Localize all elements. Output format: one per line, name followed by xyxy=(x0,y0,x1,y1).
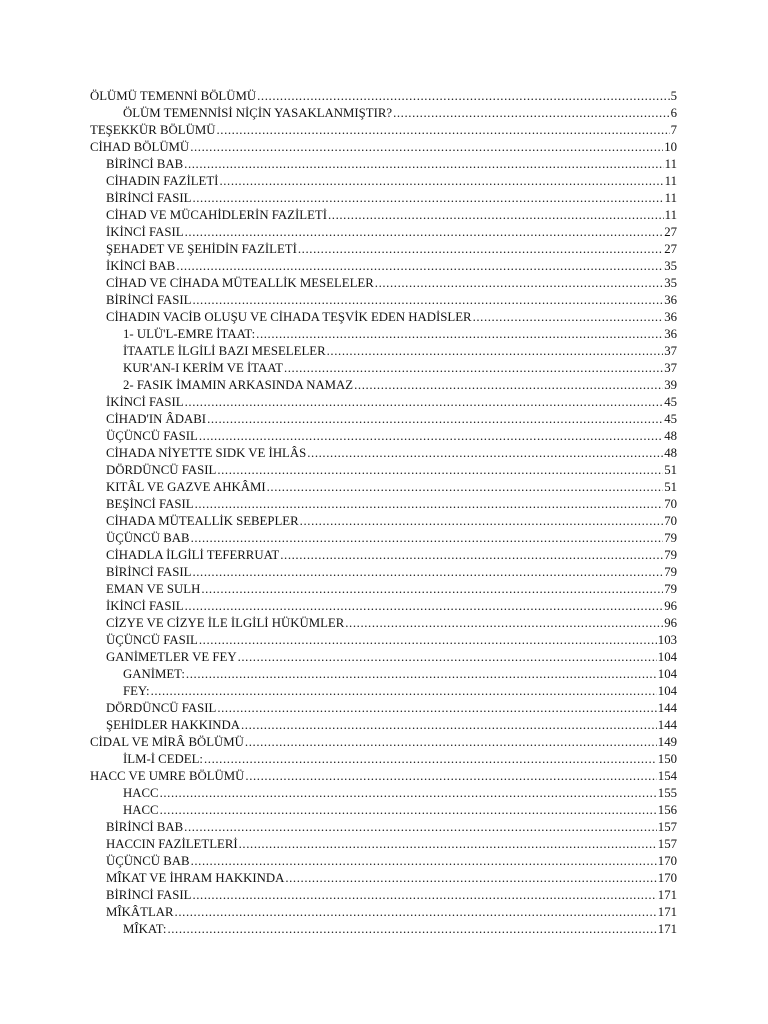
toc-entry[interactable] xyxy=(90,768,677,785)
toc-entry-page-number: 48 xyxy=(664,429,677,443)
toc-entry-page-number: 144 xyxy=(657,701,677,715)
toc-entry-page-number: 171 xyxy=(657,888,677,902)
toc-entry[interactable] xyxy=(90,394,677,411)
dot-leader xyxy=(160,802,657,819)
toc-entry-title: BEŞİNCİ FASIL xyxy=(106,497,194,511)
toc-entry-page-number: 156 xyxy=(657,803,677,817)
dot-leader xyxy=(185,394,664,411)
dot-leader xyxy=(328,207,664,224)
toc-entry[interactable] xyxy=(90,275,677,292)
toc-entry[interactable] xyxy=(90,666,677,683)
toc-entry[interactable] xyxy=(90,632,677,649)
toc-entry[interactable] xyxy=(90,309,677,326)
toc-entry[interactable] xyxy=(90,700,677,717)
dot-leader xyxy=(245,734,657,751)
toc-entry-title: CİZYE VE CİZYE İLE İLGİLİ HÜKÜMLER xyxy=(106,616,345,630)
toc-entry-page-number: 36 xyxy=(664,310,677,324)
toc-entry-page-number: 144 xyxy=(657,718,677,732)
dot-leader xyxy=(238,649,657,666)
toc-entry-page-number: 104 xyxy=(657,667,677,681)
toc-entry[interactable] xyxy=(90,649,677,666)
toc-entry-title: CİHADIN VACİB OLUŞU VE CİHADA TEŞVİK EDEN HADİSLER xyxy=(106,310,472,324)
toc-entry-title: KITÂL VE GAZVE AHKÂMI xyxy=(106,480,266,494)
toc-entry-page-number: 39 xyxy=(664,378,677,392)
dot-leader xyxy=(239,836,657,853)
dot-leader xyxy=(185,224,664,241)
toc-entry[interactable] xyxy=(90,156,677,173)
toc-entry[interactable] xyxy=(90,360,677,377)
toc-entry-title: BİRİNCİ FASIL xyxy=(106,565,192,579)
toc-entry[interactable] xyxy=(90,411,677,428)
toc-entry-title: ÖLÜMÜ TEMENNİ BÖLÜMÜ xyxy=(90,89,257,103)
toc-entry-page-number: 79 xyxy=(664,548,677,562)
toc-entry-title: ŞEHİDLER HAKKINDA xyxy=(106,718,240,732)
toc-entry-title: HACC xyxy=(123,803,159,817)
toc-entry[interactable] xyxy=(90,207,677,224)
dot-leader xyxy=(185,598,664,615)
toc-entry-page-number: 11 xyxy=(664,191,677,205)
dot-leader xyxy=(216,122,669,139)
dot-leader xyxy=(298,241,663,258)
toc-entry-title: ÖLÜM TEMENNİSİ NİÇİN YASAKLANMIŞTIR? xyxy=(123,106,393,120)
toc-entry-page-number: 70 xyxy=(664,497,677,511)
toc-entry-page-number: 155 xyxy=(657,786,677,800)
toc-entry-title: TEŞEKKÜR BÖLÜMÜ xyxy=(90,123,216,137)
dot-leader xyxy=(327,343,664,360)
toc-entry-title: BİRİNCİ BAB xyxy=(106,820,184,834)
toc-entry[interactable] xyxy=(90,258,677,275)
toc-entry-title: GANİMET: xyxy=(123,667,185,681)
dot-leader xyxy=(160,785,657,802)
toc-entry-title: İKİNCİ FASIL xyxy=(106,225,184,239)
table-of-contents xyxy=(90,88,677,938)
toc-entry-page-number: 70 xyxy=(664,514,677,528)
dot-leader xyxy=(204,751,657,768)
dot-leader xyxy=(175,904,657,921)
toc-entry[interactable] xyxy=(90,870,677,887)
toc-entry-title: CİHADIN FAZİLETİ xyxy=(106,174,219,188)
toc-entry-page-number: 48 xyxy=(664,446,677,460)
dot-leader xyxy=(375,275,663,292)
dot-leader xyxy=(256,326,663,343)
toc-entry-title: CİHAD VE MÜCAHİDLERİN FAZİLETİ xyxy=(106,208,327,222)
toc-entry[interactable] xyxy=(90,734,677,751)
dot-leader xyxy=(267,479,664,496)
dot-leader xyxy=(245,768,656,785)
dot-leader xyxy=(307,445,663,462)
toc-entry-title: İTAATLE İLGİLİ BAZI MESELELER xyxy=(123,344,326,358)
toc-entry-title: CİHADA MÜTEALLİK SEBEPLER xyxy=(106,514,299,528)
dot-leader xyxy=(151,683,657,700)
toc-entry-title: CİHADA NİYETTE SIDK VE İHLÂS xyxy=(106,446,307,460)
toc-entry-title: MÎKAT: xyxy=(123,922,167,936)
toc-entry-title: İLM-İ CEDEL: xyxy=(123,752,203,766)
toc-entry[interactable] xyxy=(90,343,677,360)
toc-entry-page-number: 35 xyxy=(664,259,677,273)
dot-leader xyxy=(300,513,664,530)
toc-entry-page-number: 11 xyxy=(664,157,677,171)
toc-entry-title: EMAN VE SULH xyxy=(106,582,201,596)
toc-entry-title: ÜÇÜNCÜ FASIL xyxy=(106,429,198,443)
toc-entry-page-number: 154 xyxy=(657,769,677,783)
toc-entry-title: CİHAD BÖLÜMÜ xyxy=(90,140,190,154)
toc-entry[interactable] xyxy=(90,921,677,938)
toc-entry-page-number: 103 xyxy=(657,633,677,647)
toc-entry-title: FEY: xyxy=(123,684,150,698)
toc-entry-title: İKİNCİ BAB xyxy=(106,259,176,273)
toc-entry-title: BİRİNCİ FASIL xyxy=(106,888,192,902)
toc-entry-page-number: 27 xyxy=(664,242,677,256)
toc-entry-page-number: 11 xyxy=(664,174,677,188)
toc-entry-page-number: 45 xyxy=(664,412,677,426)
toc-entry-page-number: 45 xyxy=(664,395,677,409)
dot-leader xyxy=(184,156,664,173)
toc-entry-page-number: 10 xyxy=(664,140,677,154)
toc-entry-page-number: 79 xyxy=(664,565,677,579)
toc-entry-title: CİHAD VE CİHADA MÜTEALLİK MESELELER xyxy=(106,276,374,290)
toc-entry[interactable] xyxy=(90,122,677,139)
toc-entry-title: MÎKAT VE İHRAM HAKKINDA xyxy=(106,871,285,885)
toc-entry[interactable] xyxy=(90,785,677,802)
toc-entry-title: CİHADLA İLGİLİ TEFERRUAT xyxy=(106,548,280,562)
toc-entry-page-number: 79 xyxy=(664,582,677,596)
toc-entry-page-number: 5 xyxy=(670,89,677,103)
dot-leader xyxy=(176,258,663,275)
toc-entry[interactable] xyxy=(90,683,677,700)
toc-entry[interactable] xyxy=(90,853,677,870)
dot-leader xyxy=(217,700,656,717)
toc-entry[interactable] xyxy=(90,88,677,105)
toc-entry-page-number: 104 xyxy=(657,684,677,698)
toc-entry-title: BİRİNCİ BAB xyxy=(106,157,184,171)
toc-entry-title: CİHAD'IN ÂDABI xyxy=(106,412,207,426)
dot-leader xyxy=(354,377,663,394)
toc-entry-page-number: 157 xyxy=(657,820,677,834)
toc-entry-page-number: 96 xyxy=(664,616,677,630)
dot-leader xyxy=(186,666,657,683)
toc-entry-page-number: 7 xyxy=(670,123,677,137)
toc-entry[interactable] xyxy=(90,173,677,190)
dot-leader xyxy=(184,819,657,836)
toc-entry-title: BİRİNCİ FASIL xyxy=(106,191,192,205)
dot-leader xyxy=(257,88,669,105)
toc-entry[interactable] xyxy=(90,496,677,513)
toc-entry[interactable] xyxy=(90,241,677,258)
toc-entry-page-number: 36 xyxy=(664,327,677,341)
toc-entry-page-number: 157 xyxy=(657,837,677,851)
toc-entry-title: KUR'AN-I KERİM VE İTAAT xyxy=(123,361,283,375)
toc-entry[interactable] xyxy=(90,717,677,734)
dot-leader xyxy=(280,547,663,564)
dot-leader xyxy=(285,870,656,887)
dot-leader xyxy=(217,462,663,479)
toc-entry-page-number: 96 xyxy=(664,599,677,613)
dot-leader xyxy=(473,309,664,326)
dot-leader xyxy=(201,581,663,598)
toc-entry-page-number: 37 xyxy=(664,361,677,375)
dot-leader xyxy=(192,292,663,309)
toc-entry-page-number: 35 xyxy=(664,276,677,290)
toc-entry[interactable] xyxy=(90,513,677,530)
toc-entry-page-number: 37 xyxy=(664,344,677,358)
toc-entry[interactable] xyxy=(90,802,677,819)
dot-leader xyxy=(167,921,656,938)
toc-entry-title: DÖRDÜNCÜ FASIL xyxy=(106,701,217,715)
toc-entry-page-number: 171 xyxy=(657,922,677,936)
toc-entry-title: GANİMETLER VE FEY xyxy=(106,650,237,664)
toc-entry-title: 2- FASIK İMAMIN ARKASINDA NAMAZ xyxy=(123,378,354,392)
toc-entry[interactable] xyxy=(90,292,677,309)
toc-entry-title: CİDAL VE MİRÂ BÖLÜMÜ xyxy=(90,735,244,749)
toc-entry-page-number: 170 xyxy=(657,871,677,885)
toc-entry[interactable] xyxy=(90,190,677,207)
toc-entry-title: İKİNCİ FASIL xyxy=(106,395,184,409)
toc-entry[interactable] xyxy=(90,462,677,479)
toc-entry-title: 1- ULÜ'L-EMRE İTAAT: xyxy=(123,327,256,341)
dot-leader xyxy=(284,360,663,377)
toc-entry-page-number: 51 xyxy=(664,480,677,494)
toc-entry-title: DÖRDÜNCÜ FASIL xyxy=(106,463,217,477)
dot-leader xyxy=(199,632,657,649)
toc-entry-page-number: 171 xyxy=(657,905,677,919)
toc-entry[interactable] xyxy=(90,547,677,564)
toc-entry[interactable] xyxy=(90,819,677,836)
toc-entry[interactable] xyxy=(90,615,677,632)
toc-entry-title: ÜÇÜNCÜ BAB xyxy=(106,531,190,545)
toc-entry-page-number: 150 xyxy=(657,752,677,766)
dot-leader xyxy=(192,564,663,581)
toc-entry-page-number: 27 xyxy=(664,225,677,239)
toc-entry[interactable] xyxy=(90,564,677,581)
toc-entry[interactable] xyxy=(90,105,677,122)
toc-entry[interactable] xyxy=(90,326,677,343)
toc-entry-page-number: 51 xyxy=(664,463,677,477)
toc-entry-title: HACCIN FAZİLETLERİ xyxy=(106,837,238,851)
toc-entry-page-number: 6 xyxy=(670,106,677,120)
toc-entry[interactable] xyxy=(90,598,677,615)
dot-leader xyxy=(219,173,663,190)
toc-entry[interactable] xyxy=(90,377,677,394)
toc-entry[interactable] xyxy=(90,479,677,496)
toc-entry-title: ÜÇÜNCÜ FASIL xyxy=(106,633,198,647)
toc-entry[interactable] xyxy=(90,445,677,462)
toc-entry-title: ŞEHADET VE ŞEHİDİN FAZİLETİ xyxy=(106,242,297,256)
toc-entry-page-number: 36 xyxy=(664,293,677,307)
toc-entry-title: BİRİNCİ FASIL xyxy=(106,293,192,307)
dot-leader xyxy=(191,853,657,870)
toc-entry[interactable] xyxy=(90,530,677,547)
toc-entry-page-number: 149 xyxy=(657,735,677,749)
toc-entry-title: HACC xyxy=(123,786,159,800)
dot-leader xyxy=(393,105,670,122)
toc-entry[interactable] xyxy=(90,581,677,598)
toc-entry[interactable] xyxy=(90,751,677,768)
toc-entry[interactable] xyxy=(90,887,677,904)
toc-entry-page-number: 79 xyxy=(664,531,677,545)
toc-entry-title: İKİNCİ FASIL xyxy=(106,599,184,613)
toc-entry-title: HACC VE UMRE BÖLÜMÜ xyxy=(90,769,245,783)
toc-entry[interactable] xyxy=(90,836,677,853)
dot-leader xyxy=(192,887,656,904)
toc-entry-page-number: 170 xyxy=(657,854,677,868)
dot-leader xyxy=(241,717,657,734)
toc-entry[interactable] xyxy=(90,139,677,156)
dot-leader xyxy=(195,496,664,513)
dot-leader xyxy=(207,411,663,428)
toc-entry[interactable] xyxy=(90,428,677,445)
dot-leader xyxy=(191,530,664,547)
toc-entry-page-number: 11 xyxy=(664,208,677,222)
dot-leader xyxy=(345,615,663,632)
toc-entry-title: MÎKÂTLAR xyxy=(106,905,174,919)
dot-leader xyxy=(199,428,663,445)
toc-entry-title: ÜÇÜNCÜ BAB xyxy=(106,854,190,868)
toc-entry[interactable] xyxy=(90,904,677,921)
dot-leader xyxy=(190,139,663,156)
toc-entry-page-number: 104 xyxy=(657,650,677,664)
dot-leader xyxy=(192,190,663,207)
toc-entry[interactable] xyxy=(90,224,677,241)
